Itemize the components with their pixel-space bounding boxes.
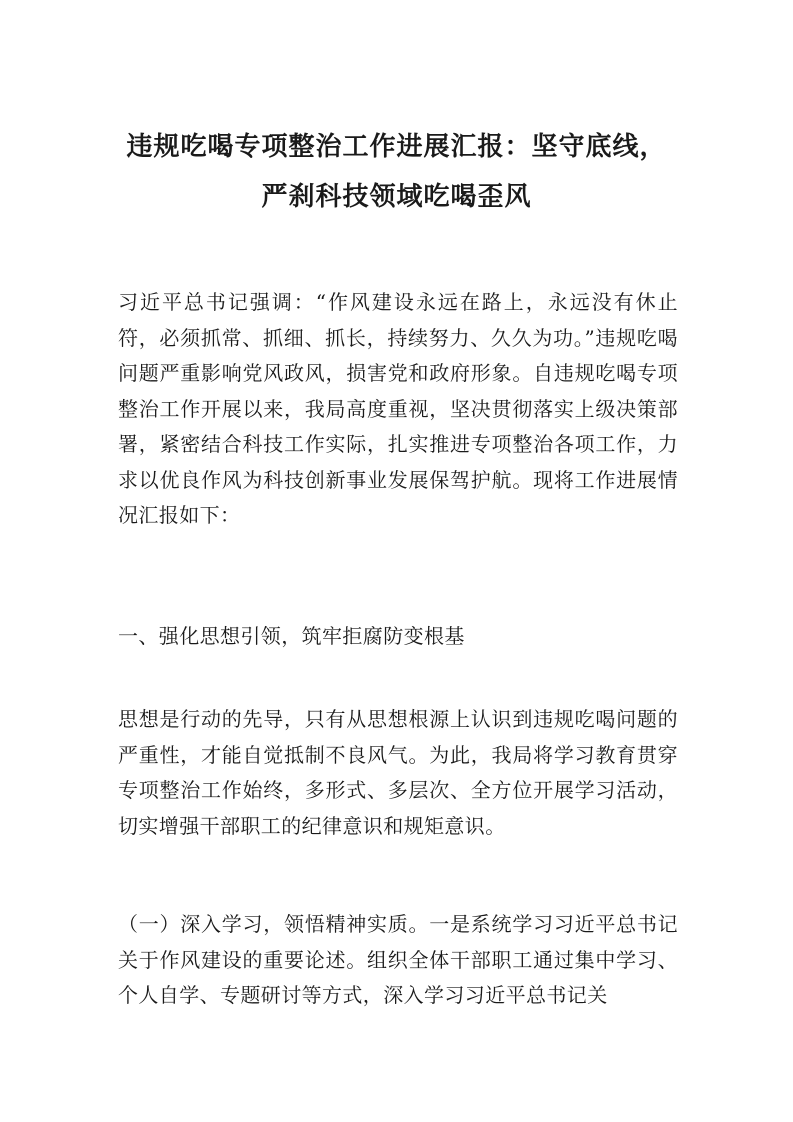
document-title-line-2: 严刹科技领域吃喝歪风: [261, 182, 532, 212]
section-1-body: 思想是行动的先导，只有从思想根源上认识到违规吃喝问题的严重性，才能自觉抵制不良风气。为此，我局将学习教育贯穿专项整治工作始终，多形式、多层次、全方位开展学习活动，切实增强干部职工的纪律意识和规矩意识。: [118, 707, 678, 838]
section-1-heading: 一、强化思想引领，筑牢拒腐防变根基: [118, 624, 465, 648]
intro-paragraph: 习近平总书记强调：“作风建设永远在路上，永远没有休止符，必须抓常、抓细、抓长，持续努力、久久为功。”违规吃喝问题严重影响党风政风，损害党和政府形象。自违规吃喝专项整治工作开展以来，我局高度重视，坚决贯彻落实上级决策部署，紧密结合科技工作实际，扎实推进专项整治各项工作，力求以优良作风为科技创新事业发展保驾护航。现将工作进展情况汇报如下：: [118, 290, 678, 527]
document-title-line-1: 违规吃喝专项整治工作进展汇报：坚守底线，: [126, 132, 667, 162]
subsection-1-paragraph: （一）深入学习，领悟精神实质。一是系统学习习近平总书记关于作风建设的重要论述。组织全体干部职工通过集中学习、个人自学、专题研讨等方式，深入学习习近平总书记关: [118, 912, 678, 1007]
